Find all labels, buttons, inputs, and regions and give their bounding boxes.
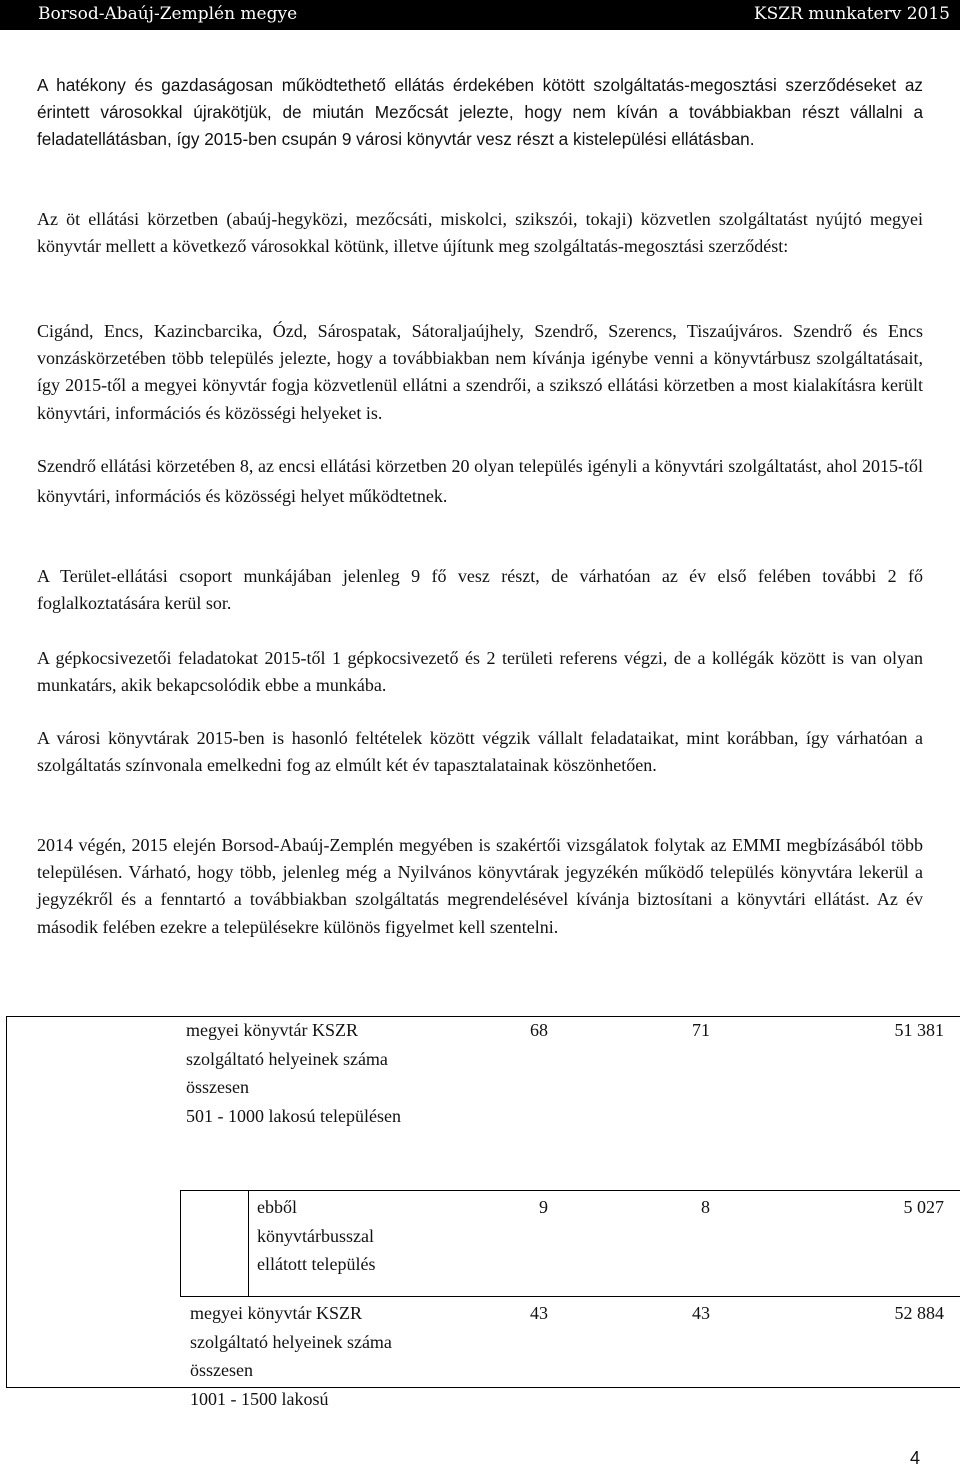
row-3-value-2: 43 xyxy=(692,1303,710,1323)
paragraph-cities: Cigánd, Encs, Kazincbarcika, Ózd, Sárospatak, Sátoraljaújhely, Szendrő, Szerencs, Tiszaújváros. Szendrő és Encs vonzáskörzetében több település jelezte, hogy a továbbiakban nem kívánja igénybe venni a könyvtárbusz szolgáltatásait, így 2015-től a megyei könyvtár fogja közvetlenül ellátni a szendrői, a szikszó ellátási körzetben a most kialakításra került könyvtári, információs és közösségi helyeket is. xyxy=(37,321,923,423)
row-2-value-1: 9 xyxy=(539,1197,548,1217)
row-1-line-3: összesen xyxy=(186,1077,249,1098)
paragraph-szendro-encs: Szendrő ellátási körzetében 8, az encsi ellátási körzetben 20 olyan település igényli a könyvtári szolgáltatást, ahol 2015-től könyvtári, információs és közösségi helyet működtetnek. xyxy=(37,456,923,506)
row-1-value-1: 68 xyxy=(530,1020,548,1040)
row-2-value-3: 5 027 xyxy=(903,1197,944,1217)
row-2-line-3: ellátott település xyxy=(257,1254,376,1275)
row-2-value-2: 8 xyxy=(701,1197,710,1217)
row-2-line-2: könyvtárbusszal xyxy=(257,1225,374,1246)
row-3-line-1: megyei könyvtár KSZR xyxy=(190,1303,362,1323)
table-row-3-label xyxy=(190,1299,392,1413)
row-3-value-3: 52 884 xyxy=(894,1303,944,1323)
paragraph-city-libraries: A városi könyvtárak 2015-ben is hasonló feltételek között végzik vállalt feladataikat, mint korábban, így várhatóan a szolgáltatás színvonala emelkedni fog az elmúlt két év tapasztalatainak köszönhetően. xyxy=(37,728,923,776)
row-1-value-2: 71 xyxy=(692,1020,710,1040)
paragraph-staff: A Terület-ellátási csoport munkájában jelenleg 9 fő vesz részt, de várhatóan az év első felében további 2 fő foglalkoztatására kerül sor. xyxy=(37,566,923,614)
row-1-line-2: szolgáltató helyeinek száma xyxy=(186,1048,388,1069)
row-2-line-1: ebből xyxy=(257,1197,297,1217)
row-1-value-3: 51 381 xyxy=(894,1020,944,1040)
page-number: 4 xyxy=(910,1448,921,1468)
table-row-1-label xyxy=(186,1016,401,1130)
row-3-line-2: szolgáltató helyeinek száma xyxy=(190,1331,392,1352)
row-3-line-3: összesen xyxy=(190,1360,253,1381)
row-3-value-1: 43 xyxy=(530,1303,548,1323)
row-1-line-1: megyei könyvtár KSZR xyxy=(186,1020,358,1040)
paragraph-service-sharing: A hatékony és gazdaságosan működtethető ellátás érdekében kötött szolgáltatás-megosztási szerződéseket az érintett városokkal újrakötjük, de miután Mezőcsát jelezte, hogy nem kíván a továbbiakban részt vállalni a feladatellátásban, így 2015-ben csupán 9 városi könyvtár vesz részt a kistelepülési ellátásban. xyxy=(37,75,923,150)
page-header xyxy=(0,0,960,30)
table-row-2-label xyxy=(257,1193,375,1279)
paragraph-drivers: A gépkocsivezetői feladatokat 2015-től 1 gépkocsivezető és 2 területi referens végzi, de a kollégák között is van olyan munkatárs, akik bekapcsolódik ebbe a munkába. xyxy=(37,648,923,696)
row-1-line-4: 501 - 1000 lakosú településen xyxy=(186,1105,401,1126)
header-doc-title: KSZR munkaterv 2015 xyxy=(753,4,950,24)
paragraph-expert-reviews: 2014 végén, 2015 elején Borsod-Abaúj-Zemplén megyében is szakértői vizsgálatok folytak az EMMI megbízásából több településen. Várható, hogy több, jelenleg még a Nyilvános könyvtárak jegyzékén működő település könyvtára lekerül a jegyzékről és a fenntartó a továbbiakban szolgáltatás megrendelésével kívánja biztosítani a könyvtári ellátást. Az év második felében ezekre a településekre különös figyelmet kell szentelni. xyxy=(37,835,923,937)
row-3-line-4: 1001 - 1500 lakosú xyxy=(190,1388,329,1409)
paragraph-districts: Az öt ellátási körzetben (abaúj-hegyközi, mezőcsáti, miskolci, szikszói, tokaji) közvetlen szolgáltatást nyújtó megyei könyvtár mellett a következő városokkal kötünk, illetve újítunk meg szolgáltatás-megosztási szerződést: xyxy=(37,209,923,257)
header-county: Borsod-Abaúj-Zemplén megye xyxy=(38,4,298,24)
